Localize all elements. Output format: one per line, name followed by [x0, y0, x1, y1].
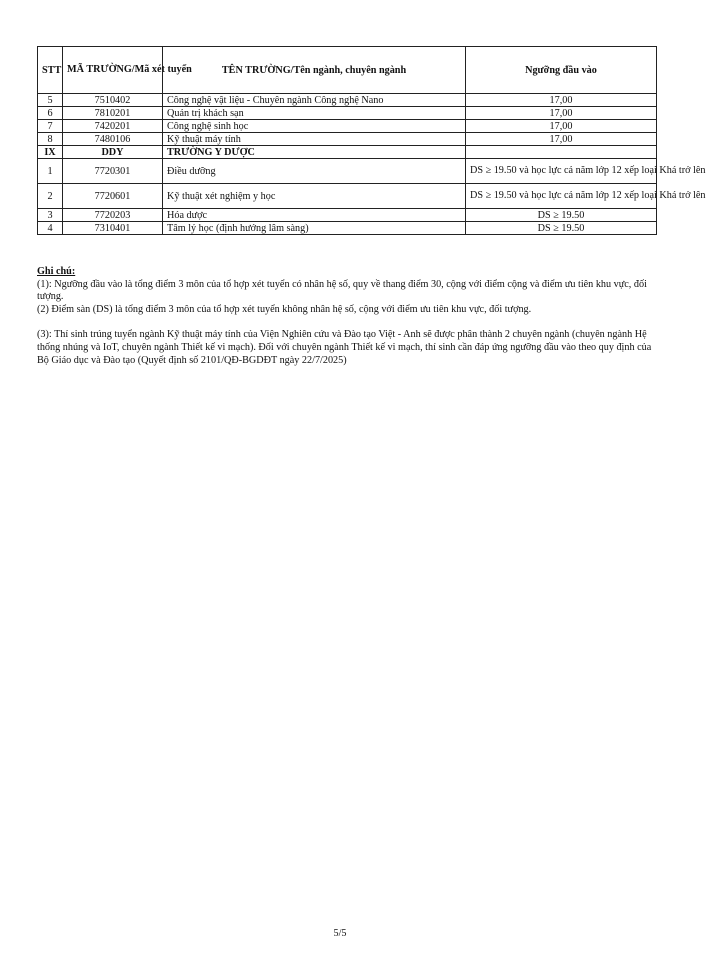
page-number: 5/5: [333, 928, 347, 939]
notes-heading: Ghi chú:: [37, 266, 76, 277]
table-row: [38, 107, 657, 120]
cell-code: 7310401: [63, 222, 163, 235]
cell-name: Kỹ thuật xét nghiệm y học: [163, 184, 466, 209]
cell-threshold: DS ≥ 19.50: [466, 209, 657, 222]
cell-code: 7510402: [63, 94, 163, 107]
cell-code: 7720301: [63, 159, 163, 184]
table-row: [38, 184, 657, 209]
admission-threshold-table: [37, 46, 706, 235]
cell-threshold: 17,00: [466, 94, 657, 107]
cell-threshold: 17,00: [466, 120, 657, 133]
cell-stt: 1: [38, 159, 63, 184]
cell-threshold: DS ≥ 19.50: [466, 222, 657, 235]
note-1: (1): Ngưỡng đầu vào là tổng điểm 3 môn của tổ hợp xét tuyển có nhân hệ số, quy về thang điểm 30, cộng với điểm cộng và điểm ưu tiên khu vực, đối tượng.: [37, 278, 647, 303]
cell-code: 7420201: [63, 120, 163, 133]
section-stt: IX: [38, 146, 63, 159]
cell-code: 7720601: [63, 184, 163, 209]
cell-name: Tâm lý học (định hướng lâm sàng): [163, 222, 466, 235]
header-code: MÃ TRƯỜNG/Mã xét tuyển: [63, 47, 163, 94]
cell-stt: 2: [38, 184, 63, 209]
cell-name: Kỹ thuật máy tính: [163, 133, 466, 146]
cell-stt: 6: [38, 107, 63, 120]
section-threshold: [466, 146, 657, 159]
table-row: [38, 94, 657, 107]
cell-stt: 4: [38, 222, 63, 235]
table-row: [38, 159, 657, 184]
note-2: (2) Điểm sàn (DS) là tổng điểm 3 môn của tổ hợp xét tuyển không nhân hệ số, cộng với điểm ưu tiên khu vực, đối tượng.: [37, 303, 532, 315]
cell-name: Điều dưỡng: [163, 159, 466, 184]
table-row: [38, 120, 657, 133]
cell-name: Công nghệ sinh học: [163, 120, 466, 133]
cell-code: 7810201: [63, 107, 163, 120]
table-row: [38, 222, 657, 235]
header-threshold: Ngưỡng đầu vào: [466, 47, 657, 94]
section-name: TRƯỜNG Y DƯỢC: [163, 146, 466, 159]
cell-stt: 5: [38, 94, 63, 107]
cell-stt: 3: [38, 209, 63, 222]
cell-stt: 8: [38, 133, 63, 146]
section-code: DDY: [63, 146, 163, 159]
header-name: TÊN TRƯỜNG/Tên ngành, chuyên ngành: [163, 47, 466, 94]
note-spacer: [37, 316, 655, 329]
header-stt: STT: [38, 47, 63, 94]
notes-section: [37, 266, 655, 367]
table-header-row: [38, 47, 657, 94]
cell-threshold: DS ≥ 19.50 và học lực cả năm lớp 12 xếp loại Khá trở lên: [466, 159, 657, 184]
section-row: [38, 146, 657, 159]
table-row: [38, 133, 657, 146]
cell-name: Công nghệ vật liệu - Chuyên ngành Công nghệ Nano: [163, 94, 466, 107]
cell-threshold: DS ≥ 19.50 và học lực cả năm lớp 12 xếp loại Khá trở lên: [466, 184, 657, 209]
cell-code: 7720203: [63, 209, 163, 222]
cell-threshold: 17,00: [466, 107, 657, 120]
note-3: (3): Thí sinh trúng tuyển ngành Kỹ thuật máy tính của Viện Nghiên cứu và Đào tạo Việt - Anh sẽ được phân thành 2 chuyên ngành (chuyên ngành Hệ thống nhúng và IoT, chuyên ngành Thiết kế vi mạch). Đối với chuyên ngành Thiết kế vi mạch, thí sinh cần đáp ứng ngưỡng đầu vào theo quy định của Bộ Giáo dục và Đào tạo (Quyết định số 2101/QĐ-BGDĐT ngày 22/7/2025): [37, 329, 652, 366]
cell-name: Quản trị khách sạn: [163, 107, 466, 120]
cell-threshold: 17,00: [466, 133, 657, 146]
cell-name: Hóa dược: [163, 209, 466, 222]
cell-stt: 7: [38, 120, 63, 133]
cell-code: 7480106: [63, 133, 163, 146]
table-row: [38, 209, 657, 222]
